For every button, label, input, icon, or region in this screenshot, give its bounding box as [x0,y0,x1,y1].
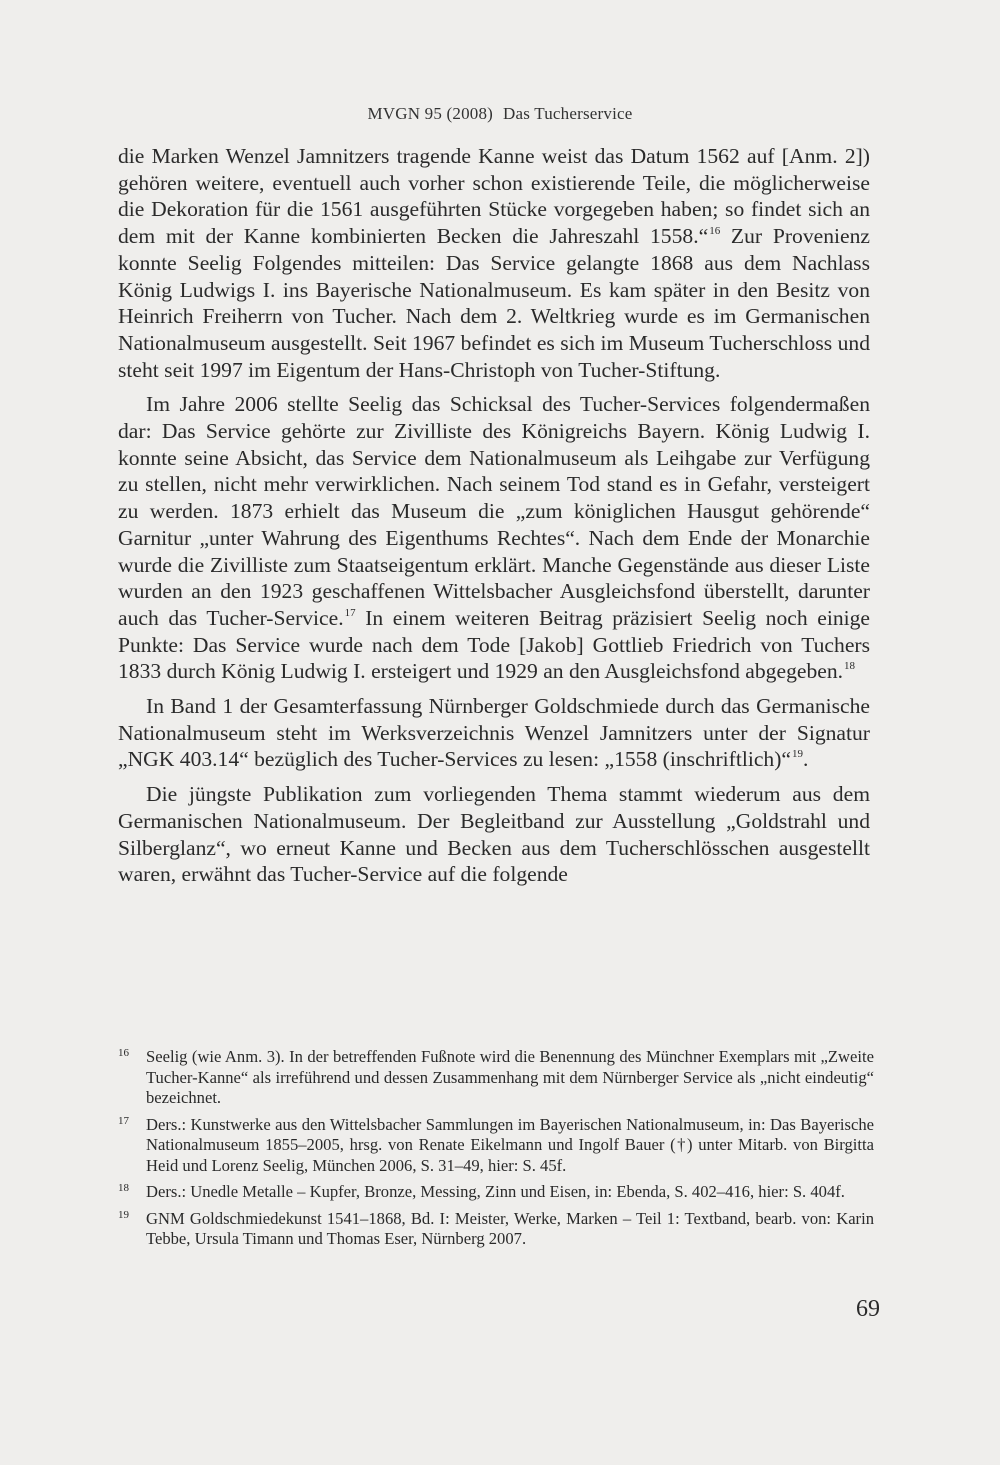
footnote-number: 16 [118,1047,129,1059]
paragraph-text: Die jüngste Publikation zum vorliegenden Thema stammt wiederum aus dem Germanischen Nationalmuseum. Der Begleitband zur Ausstellung „Goldstrahl und Silberglanz“, wo erneut Kanne und Becken aus dem Tucherschlösschen ausgestellt waren, erwähnt das Tucher-Service auf die folgende [118,782,870,887]
footnote-ref: 16 [709,225,721,238]
paragraph-text: In Band 1 der Gesamterfassung Nürnberger Goldschmiede durch das Germanische Nationalmuseum steht im Werksverzeichnis Wenzel Jamnitzers unter der Signatur „NGK 403.14“ bezüglich des Tucher-Services zu lesen: „1558 (inschriftlich)“ [118,694,870,772]
footnotes [118,1047,874,1256]
footnote-text: Ders.: Unedle Metalle – Kupfer, Bronze, Messing, Zinn und Eisen, in: Ebenda, S. 402–416, hier: S. 404f. [146,1182,845,1201]
paragraph-text: In einem weiteren Beitrag präzisiert Seelig noch einige Punkte: Das Service wurde nach dem Tode [Jakob] Gottlieb Friedrich von Tuchers 1833 durch König Ludwig I. ersteigert und 1929 an den Ausgleichsfond abgegeben. [118,605,870,684]
footnote-ref: 18 [844,660,856,673]
paragraph [118,143,870,383]
footnote-ref: 17 [344,606,356,619]
body-text [118,143,870,888]
paragraph-text: die Marken Wenzel Jamnitzers tragende Kanne weist das Datum 1562 auf [Anm. 2]) gehören weitere, eventuell auch vorher schon existierende Teile, die möglicherweise die Dekoration für die 1561 ausgeführten Stücke vorgegeben haben; so findet sich an dem mit der Kanne kombinierten Becken die Jahreszahl 1558.“ [118,144,870,249]
footnote-text: GNM Goldschmiedekunst 1541–1868, Bd. I: Meister, Werke, Marken – Teil 1: Textband, bearb. von: Karin Tebbe, Ursula Timann und Thomas Eser, Nürnberg 2007. [146,1208,874,1248]
footnote-number: 19 [118,1208,129,1221]
footnote-ref: 19 [791,748,803,761]
paragraph-text: . [802,747,809,772]
running-head-title: Das Tucherservice [503,104,633,123]
running-head [0,104,1000,124]
running-head-journal: MVGN 95 (2008) [367,104,494,123]
paragraph [118,693,870,773]
footnote [118,1115,874,1177]
paragraph-text: Zur Provenienz konnte Seelig Folgendes mitteilen: Das Service gelangte 1868 aus dem Nachlass König Ludwigs I. ins Bayerische Nationalmuseum. Es kam später in den Besitz von Heinrich Freiherrn von Tucher. Nach dem 2. Weltkrieg wurde es im Germanischen Nationalmuseum ausgestellt. Seit 1967 befindet es sich im Museum Tucherschloss und steht seit 1997 im Eigentum der Hans-Christoph von Tucher-Stiftung. [118,224,870,382]
footnote [118,1047,874,1109]
paragraph-text: Im Jahre 2006 stellte Seelig das Schicksal des Tucher-Services folgendermaßen dar: Das Service gehörte zur Zivilliste des Königreichs Bayern. König Ludwig I. konnte seine Absicht, das Service dem Nationalmuseum als Leihgabe zur Verfügung zu stellen, nicht mehr verwirklichen. Nach seinem Tod stand es in Gefahr, versteigert zu werden. 1873 erhielt das Museum die „zum königlichen Hausgut gehörende“ Garnitur „unter Wahrung des Eigenthums Rechtes“. Nach dem Ende der Monarchie wurde die Zivilliste zum Staatseigentum erklärt. Manche Gegenstände aus dieser Liste wurden an den 1923 geschaffenen Wittelsbacher Ausgleichsfond überstellt, darunter auch das Tucher-Service. [118,392,870,630]
footnote-text: Ders.: Kunstwerke aus den Wittelsbacher Sammlungen im Bayerischen Nationalmuseum, in: Das Bayerische Nationalmuseum 1855–2005, hrsg. von Renate Eikelmann und Ingolf Bauer (†) unter Mitarb. von Birgitta Heid und Lorenz Seelig, München 2006, S. 31–49, hier: S. 45f. [146,1114,874,1175]
footnote-text: Seelig (wie Anm. 3). In der betreffenden Fußnote wird die Benennung des Münchner Exemplars mit „Zweite Tucher-Kanne“ als irreführend und dessen Zusammenhang mit dem Nürnberger Service als „nicht eindeutig“ bezeichnet. [146,1047,874,1107]
page-number: 69 [856,1296,880,1322]
paragraph [118,391,870,685]
footnote-number: 17 [118,1114,129,1127]
paragraph [118,781,870,888]
footnote [118,1182,874,1203]
footnote [118,1209,874,1250]
footnote-number: 18 [118,1182,129,1194]
